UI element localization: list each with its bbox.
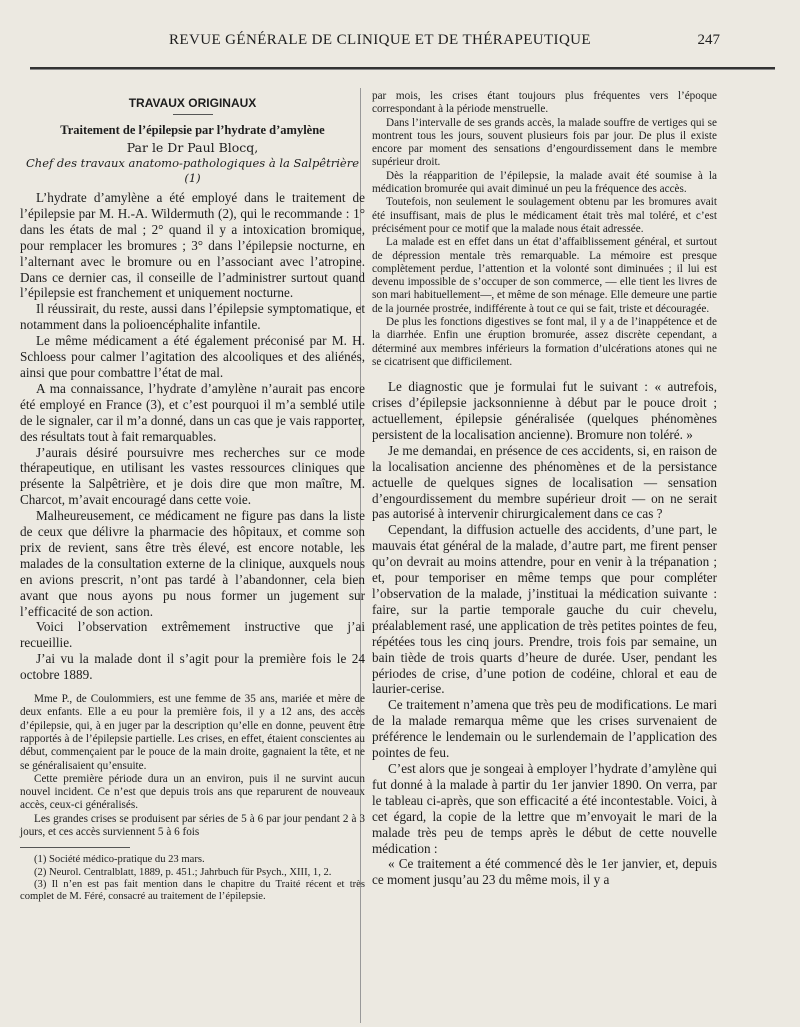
author-affiliation: Chef des travaux anatomo-pathologiques à la Salpêtrière (1) [25, 156, 360, 185]
footnote: (3) Il n’en est pas fait mention dans le chapitre du Traité récent et très complet de M. Féré, consacré au traitement de l’épilepsie. [20, 878, 365, 902]
section-heading: TRAVAUX ORIGINAUX [128, 96, 257, 110]
observation-paragraph: Dans l’intervalle de ses grands accès, la malade souffre de vertiges qui se montrent tous les jours, souvent plusieurs fois par jour. De plus il existe encore par moment des sensations d’engourdissement dans le membre supérieur droit. [372, 116, 717, 169]
article-title: Traitement de l’épilepsie par l’hydrate d’amylène [60, 123, 325, 137]
left-column [20, 90, 365, 903]
paragraph: Voici l’observation extrêmement instructive que j’ai recueillie. [20, 619, 365, 651]
observation-paragraph: Cette première période dura un an environ, puis il ne survint aucun nouvel incident. Ce n’est que depuis trois ans que reparurent de nouveaux accès, ceux-ci généralisés. [20, 772, 365, 812]
footnote: (2) Neurol. Centralblatt, 1889, p. 451.; Jahrbuch für Psych., XIII, 1, 2. [34, 866, 332, 878]
footnote-rule [20, 847, 130, 848]
footnotes [20, 854, 365, 903]
footnote: (1) Société médico-pratique du 23 mars. [34, 854, 205, 866]
paragraph: Le diagnostic que je formulai fut le suivant : « autrefois, crises d’épilepsie jacksonnienne à début par le pouce droit ; actuellement, épilepsie généralisée (quelques phénomènes persistent de la localisation ancienne). Bromure non toléré. » [372, 379, 717, 442]
paragraph: Malheureusement, ce médicament ne figure pas dans la liste de ceux que délivre la pharmacie des hôpitaux, et comme son prix de revient, sans être très élevé, est encore notable, les malades de la consultation externe de la clinique, auxquels nous en avions prescrit, n’ont pas tardé à l’abandonner, cela bien avant que nous ayons pu nous former un jugement sur l’efficacité de son action. [20, 508, 365, 619]
article-byline: Par le Dr Paul Blocq, [126, 140, 259, 155]
paragraph: J’aurais désiré poursuivre mes recherches sur ce mode thérapeutique, en utilisant les vastes ressources cliniques que présente la Salpêtrière, et je dois dire que mon maître, M. Charcot, m’avait encouragé dans cette voie. [20, 444, 365, 508]
paragraph: Je me demandai, en présence de ces accidents, si, en raison de la localisation ancienne des phénomènes et de la persistance actuelle de quelques signes de localisation — sensation d’engourdissement du membre supérieur droit — on ne serait pas autorisé à intervenir chirurgicalement dans ce cas ? [372, 442, 717, 522]
paragraph: Il réussirait, du reste, aussi dans l’épilepsie symptomatique, et notamment dans la polioencéphalite infantile. [20, 301, 365, 333]
observation-paragraph: Les grandes crises se produisent par séries de 5 à 6 par jour pendant 2 à 3 jours, et ces accès surviennent 5 à 6 fois [20, 812, 365, 839]
paragraph: A ma connaissance, l’hydrate d’amylène n’aurait pas encore été employé en France (3), et c’est pourquoi il m’a semblé utile de le signaler, car il m’a donné, dans un cas que je vais rapporter, des résultats tout à fait remarquables. [20, 380, 365, 444]
observation-paragraph: par mois, les crises étant toujours plus fréquentes vers l’époque correspondant à la période menstruelle. [372, 90, 717, 116]
page-number: 247 [697, 32, 720, 48]
observation-paragraph: Toutefois, non seulement le soulagement obtenu par les bromures avait été insuffisant, mais de plus le médicament était très mal toléré, et c’est précisément pour ce motif que la malade nous était adressée. [372, 196, 717, 235]
observation-paragraph: La malade est en effet dans un état d’affaiblissement général, et surtout de dépression mentale très remarquable. La mémoire est presque complètement perdue, l’attention et la volonté sont diminuées ; il lui est devenu impossible de s’occuper de son commerce, — elle tient les livres de son mari habituellement—, et même de son ménage. Elle demeure une partie de la journée prostrée, indifférente à tout ce qui se fait, triste et découragée. [372, 236, 717, 315]
case-observation [20, 693, 365, 839]
right-column [372, 90, 717, 888]
paragraph: Cependant, la diffusion actuelle des accidents, d’une part, le mauvais état général de la malade, d’autre part, me firent penser qu’on devrait au moins attendre, pour en venir à la trépanation ; et, pour temporiser en même temps que pour compléter l’observation de la malade, j’instituai la médication suivante : faire, sur la partie temporale gauche du cuir chevelu, préalablement rasé, une application de très petites pointes de feu, répétées tous les cinq jours. Prendre, trois fois par semaine, un bain tiède de trois quarts d’heure de durée. User, pendant les périodes de crise, d’une potion de codéine, chloral et eau de laurier-cerise. [372, 522, 717, 697]
observation-paragraph: Dès la réapparition de l’épilepsie, la malade avait été soumise à la médication bromurée qui avait diminué un peu la fréquence des accès. [372, 169, 717, 196]
case-observation-continued [372, 90, 717, 369]
observation-paragraph: De plus les fonctions digestives se font mal, il y a de l’inappétence et de la diarrhée. Enfin une éruption bromurée, assez discrète cependant, a déterminé aux membres inférieurs la formation d’ulcérations atones qui ne se cicatrisent que difficilement. [372, 316, 717, 368]
observation-paragraph: Mme P., de Coulommiers, est une femme de 35 ans, mariée et mère de deux enfants. Elle a eu pour la première fois, il y a 12 ans, des accès d’épilepsie, qui, à en juger par la description qu’elle en donne, peuvent être rapportés à de l’épilepsie partielle. Les crises, en effet, étaient conscientes au début, commençaient par le pouce de la main droite, gagnaient la tête, et ne se généralisaient qu’ensuite. [20, 693, 365, 772]
right-body-text [372, 379, 717, 888]
paragraph: C’est alors que je songeai à employer l’hydrate d’amylène qui fut donné à la malade à partir du 1er janvier 1890. On verra, par le tableau ci-après, que son efficacité a été incontestable. Voici, à cet égard, la copie de la lettre que m’envoyait le mari de la malade très peu de temps après le début de cette nouvelle médication : [372, 760, 717, 856]
header-rule [30, 67, 775, 70]
paragraph: L’hydrate d’amylène a été employé dans le traitement de l’épilepsie par M. H.-A. Wildermuth (2), qui le recommande : 1° dans les états de mal ; 2° quand il y a intoxication bromique, pour remplacer les bromures ; 3° dans l’épilepsie nocturne, en l’alternant avec le bromure ou en l’associant avec l’atropine. Dans ce dernier cas, il conseille de l’administrer surtout quand l’épilepsie est franchement et uniquement nocturne. [20, 190, 365, 301]
paragraph: J’ai vu la malade dont il s’agit pour la première fois le 24 octobre 1889. [20, 651, 365, 683]
running-head: REVUE GÉNÉRALE DE CLINIQUE ET DE THÉRAPEUTIQUE [169, 32, 591, 48]
section-rule [173, 114, 213, 115]
paragraph: « Ce traitement a été commencé dès le 1er janvier, et, depuis ce moment jusqu’au 23 du même mois, il y a [372, 856, 717, 888]
left-body-text [20, 190, 365, 683]
paragraph: Ce traitement n’amena que très peu de modifications. Le mari de la malade remarqua même que les crises survenaient de préférence le lendemain ou le surlendemain de l’application des pointes de feu. [372, 697, 717, 761]
paragraph: Le même médicament a été également préconisé par M. H. Schloess pour calmer l’agitation des alcooliques et des aliénés, ainsi que pour combattre l’état de mal. [20, 333, 365, 380]
